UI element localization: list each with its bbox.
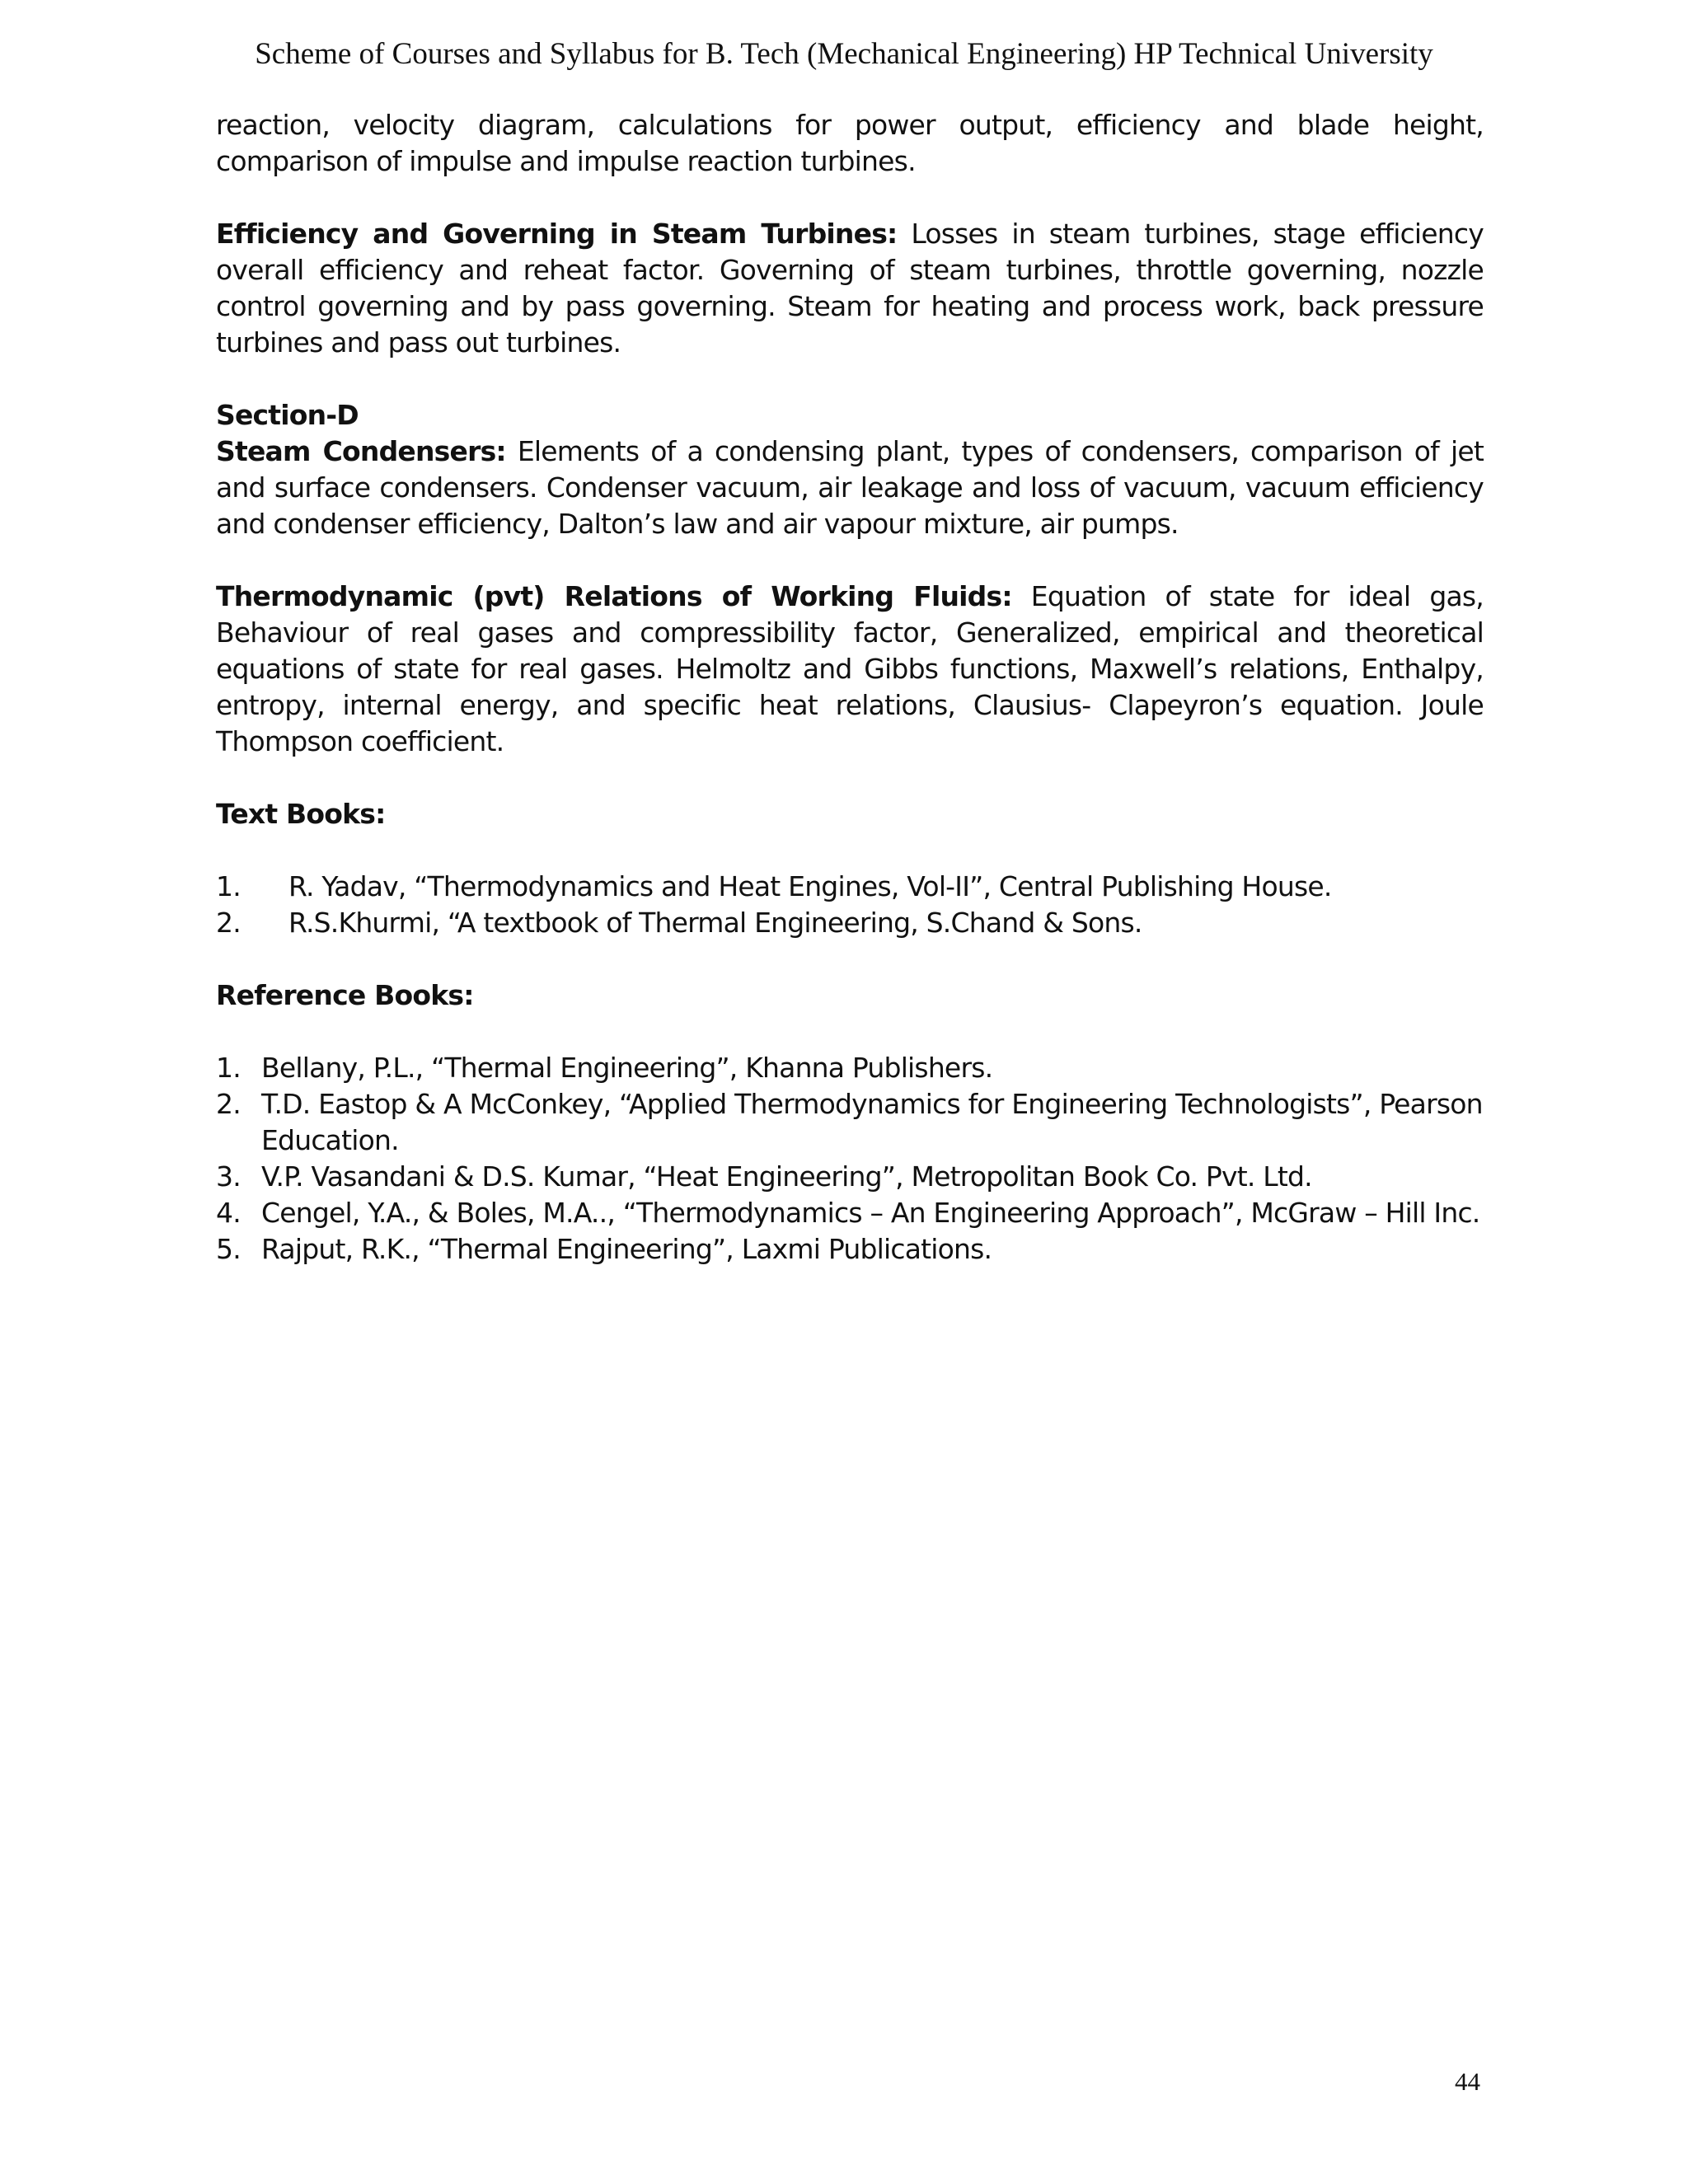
list-item-text: V.P. Vasandani & D.S. Kumar, “Heat Engineering”, Metropolitan Book Co. Pvt. Ltd. [261,1160,1312,1193]
steam-condensers-body: Elements of a condensing plant, types of condensers, comparison of jet and surface condensers. Condenser vacuum, air leakage and loss of vacuum, vacuum efficiency and condenser efficiency, Dalton’s law and air vapour mixture, air pumps. [216,435,1484,540]
list-item-number: 4. [216,1197,241,1229]
spacer [216,941,1484,977]
list-item [216,1159,1484,1195]
spacer [216,361,1484,397]
spacer [216,832,1484,869]
list-item-text: Cengel, Y.A., & Boles, M.A.., “Thermodynamics – An Engineering Approach”, McGraw – Hill Inc. [261,1197,1480,1229]
page-number: 44 [1455,2067,1480,2096]
document-body [216,107,1484,1268]
list-item [216,1231,1484,1268]
efficiency-governing-paragraph [216,216,1484,361]
list-item-text: T.D. Eastop & A McConkey, “Applied Thermodynamics for Engineering Technologists”, Pearson Education. [261,1088,1483,1156]
list-item [216,1086,1484,1159]
list-item [216,869,1484,905]
thermo-relations-body: Equation of state for ideal gas, Behaviour of real gases and compressibility factor, Generalized, empirical and theoretical equations of state for real gases. Helmoltz and Gibbs functions, Maxwell’s relations, Enthalpy, entropy, internal energy, and specific heat relations, Clausius- Clapeyron’s equation. Joule Thompson coefficient. [216,580,1484,757]
list-item-number: 3. [216,1160,241,1193]
reference-books-list [216,1050,1484,1268]
list-item-number: 2. [216,1088,241,1120]
steam-condensers-paragraph [216,434,1484,542]
section-d-title: Section-D [216,399,359,431]
efficiency-governing-body: Losses in steam turbines, stage efficiency overall efficiency and reheat factor. Governing of steam turbines, throttle governing, nozzle control governing and by pass governing. Steam for heating and process work, back pressure turbines and pass out turbines. [216,218,1484,359]
spacer [216,1014,1484,1050]
thermo-relations-paragraph [216,579,1484,760]
spacer [216,180,1484,216]
spacer [216,542,1484,579]
list-item-number: 2. [216,907,241,939]
list-item-text: Rajput, R.K., “Thermal Engineering”, Laxmi Publications. [261,1233,992,1265]
list-item-number: 5. [216,1233,241,1265]
list-item-text: Bellany, P.L., “Thermal Engineering”, Khanna Publishers. [261,1052,993,1084]
text-books-list [216,869,1484,941]
list-item [216,905,1484,941]
efficiency-governing-heading: Efficiency and Governing in Steam Turbines: [216,218,898,250]
continuation-paragraph: reaction, velocity diagram, calculations for power output, efficiency and blade height, comparison of impulse and impulse reaction turbines. [216,109,1484,177]
spacer [216,760,1484,796]
list-item-text: R.S.Khurmi, “A textbook of Thermal Engineering, S.Chand & Sons. [288,907,1142,939]
list-item [216,1050,1484,1086]
reference-books-heading: Reference Books: [216,979,474,1011]
list-item [216,1195,1484,1231]
text-books-heading: Text Books: [216,798,386,830]
thermo-relations-heading: Thermodynamic (pvt) Relations of Working Fluids: [216,580,1012,612]
page-header: Scheme of Courses and Syllabus for B. Tech (Mechanical Engineering) HP Technical University [255,37,1433,71]
steam-condensers-heading: Steam Condensers: [216,435,506,467]
list-item-number: 1. [216,870,241,902]
list-item-number: 1. [216,1052,241,1084]
list-item-text: R. Yadav, “Thermodynamics and Heat Engines, Vol-II”, Central Publishing House. [288,870,1332,902]
